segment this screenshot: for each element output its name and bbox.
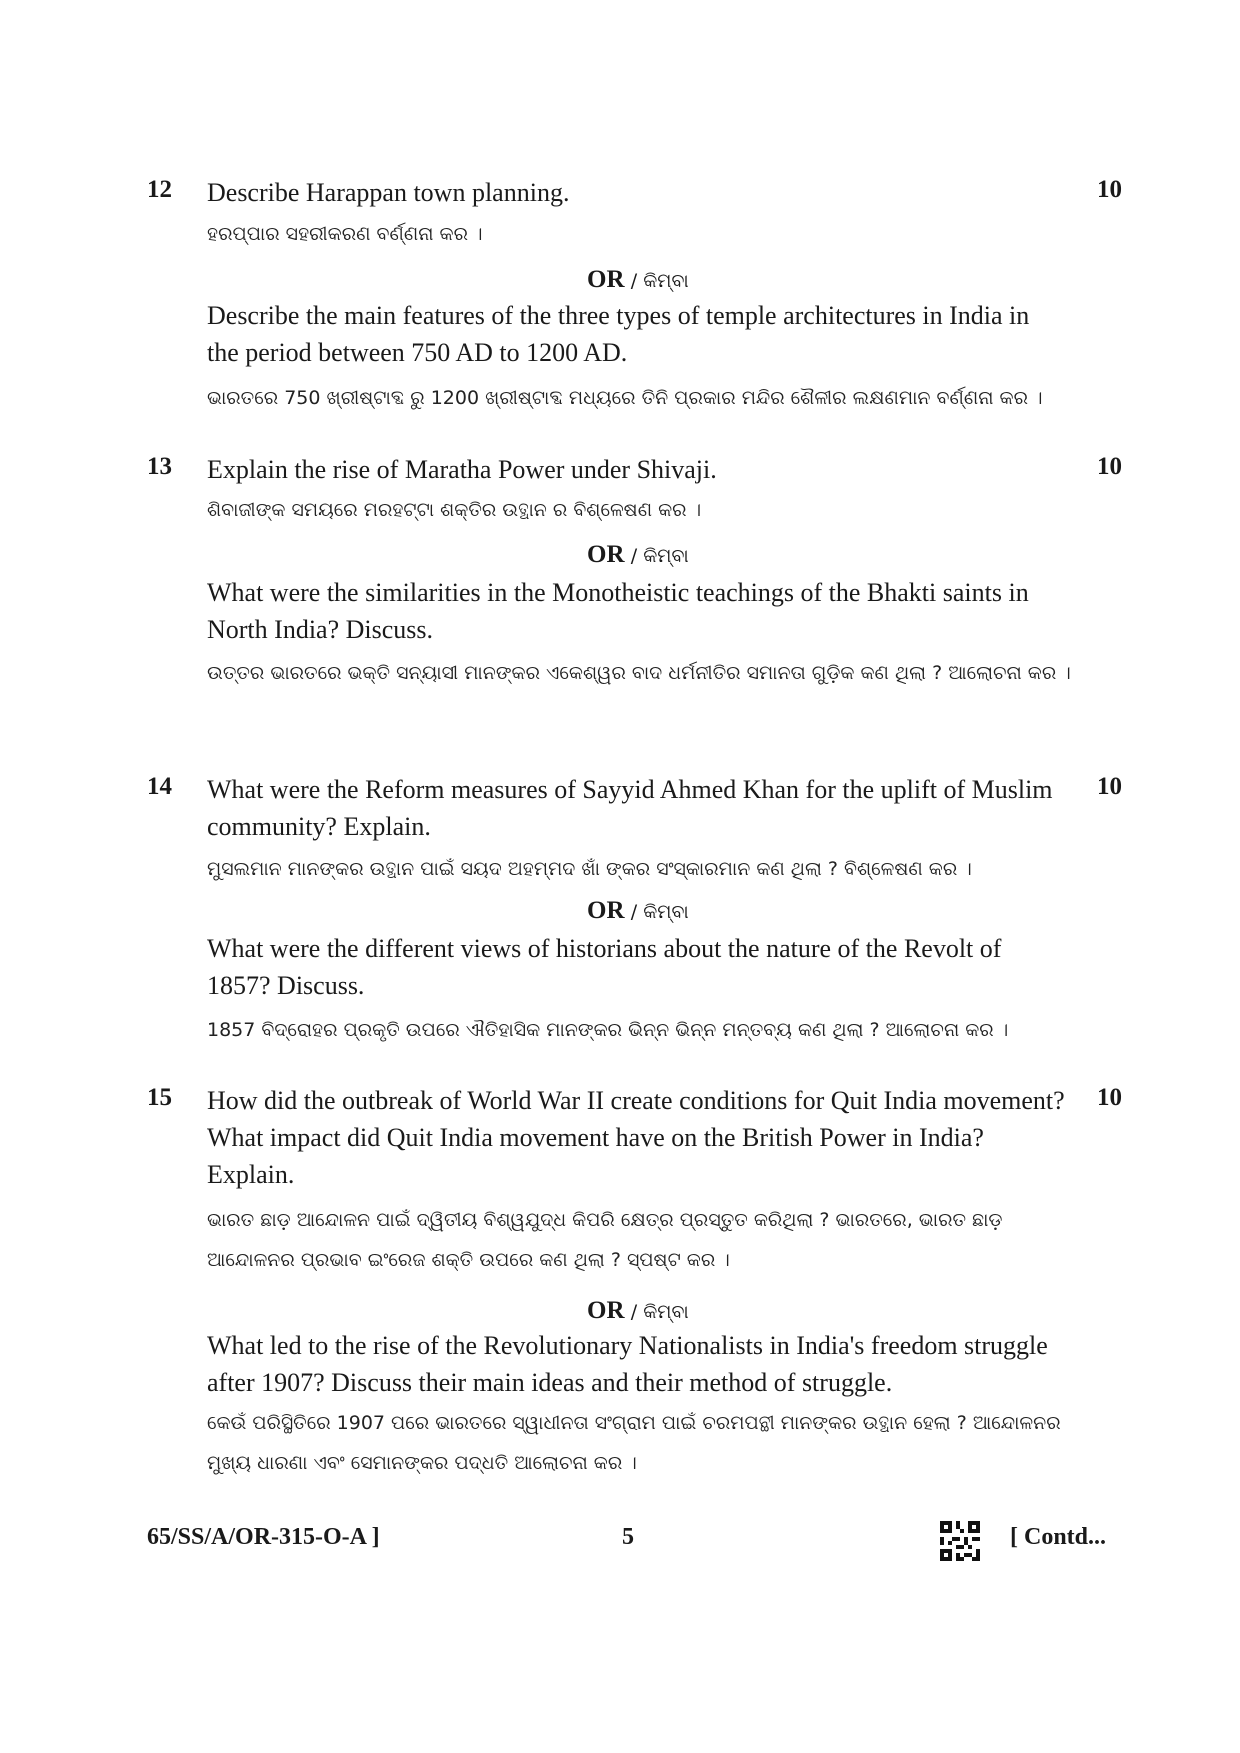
alternate-question-odia: କେଉଁ ପରିସ୍ଥିତିରେ 1907 ପରେ ଭାରତରେ ସ୍ୱାଧୀନତା ସଂଗ୍ରାମ ପାଇଁ ଚରମପନ୍ଥୀ ମାନଙ୍କର ଉତ୍ଥାନ ହେଲା ? ଆନ୍ଦୋଳନର ମୁଖ୍ୟ ଧାରଣା ଏବଂ ସେମାନଙ୍କର ପଦ୍ଧତି ଆଲୋଚନା କର । <box>207 1412 1061 1474</box>
question-marks: 10 <box>1097 453 1122 480</box>
or-separator <box>587 1297 689 1325</box>
qr-code-icon <box>940 1521 980 1561</box>
alternate-question-odia: ଭାରତରେ 750 ଖ୍ରୀଷ୍ଟାବ୍ଦ ରୁ 1200 ଖ୍ରୀଷ୍ଟାବ୍ଦ ମଧ୍ୟରେ ତିନି ପ୍ରକାର ମନ୍ଦିର ଶୈଳୀର ଲକ୍ଷଣମାନ ବର୍ଣ୍ଣନା କର । <box>207 387 1043 409</box>
alternate-question-english: What were the similarities in the Monotheistic teachings of the Bhakti saints in North India? Discuss. <box>207 578 1029 644</box>
or-label: OR <box>587 541 625 568</box>
page-number: 5 <box>622 1524 634 1550</box>
or-separator <box>587 897 689 925</box>
question-text-english: What were the Reform measures of Sayyid Ahmed Khan for the uplift of Muslim community? Explain. <box>207 775 1053 841</box>
question-text-odia: ମୁସଲମାନ ମାନଙ୍କର ଉତ୍ଥାନ ପାଇଁ ସୟଦ ଅହମ୍ମଦ ଖାଁ ଙ୍କର ସଂସ୍କାରମାନ କଣ ଥିଲା ? ବିଶ୍ଳେଷଣ କର । <box>207 858 972 880</box>
alternate-question-english: What were the different views of historians about the nature of the Revolt of 1857? Discuss. <box>207 934 1002 1000</box>
question-text-odia: ଭାରତ ଛାଡ଼ ଆନ୍ଦୋଳନ ପାଇଁ ଦ୍ୱିତୀୟ ବିଶ୍ୱଯୁଦ୍ଧ କିପରି କ୍ଷେତ୍ର ପ୍ରସ୍ତୁତ କରିଥିଲା ? ଭାରତରେ, ଭାରତ ଛାଡ଼ ଆନ୍ଦୋଳନର ପ୍ରଭାବ ଇଂରେଜ ଶକ୍ତି ଉପରେ କଣ ଥିଲା ? ସ୍ପଷ୍ଟ କର । <box>207 1209 1003 1271</box>
question-text-odia: ଶିବାଜୀଙ୍କ ସମୟରେ ମରହଟ୍ଟା ଶକ୍ତିର ଉତ୍ଥାନ ର ବିଶ୍ଳେଷଣ କର । <box>207 499 702 521</box>
or-separator <box>587 266 689 294</box>
question-text-english: Describe Harappan town planning. <box>207 178 570 207</box>
or-label: OR <box>587 266 625 293</box>
question-marks: 10 <box>1097 1084 1122 1111</box>
or-label: OR <box>587 897 625 924</box>
or-label-odia: / କିମ୍ବା <box>630 545 689 567</box>
continued-label: [ Contd... <box>1010 1524 1107 1550</box>
question-text-odia: ହରପ୍ପାର ସହରୀକରଣ ବର୍ଣ୍ଣନା କର । <box>207 223 483 245</box>
or-label-odia: / କିମ୍ବା <box>630 270 689 292</box>
question-marks: 10 <box>1097 773 1122 800</box>
question-number: 12 <box>147 176 172 203</box>
alternate-question-english: Describe the main features of the three types of temple architectures in India in the period between 750 AD to 1200 AD. <box>207 301 1030 367</box>
or-separator <box>587 541 689 569</box>
paper-code: 65/SS/A/OR-315-O-A ] <box>147 1524 380 1550</box>
or-label-odia: / କିମ୍ବା <box>630 901 689 923</box>
question-text-english: Explain the rise of Maratha Power under Shivaji. <box>207 455 717 484</box>
or-label: OR <box>587 1297 625 1324</box>
or-label-odia: / କିମ୍ବା <box>630 1301 689 1323</box>
question-text-english: How did the outbreak of World War II create conditions for Quit India movement? What impact did Quit India movement have on the British Power in India? Explain. <box>207 1086 1065 1189</box>
question-number: 13 <box>147 453 172 480</box>
question-number: 15 <box>147 1084 172 1111</box>
alternate-question-odia: 1857 ବିଦ୍ରୋହର ପ୍ରକୃତି ଉପରେ ଐତିହାସିକ ମାନଙ୍କର ଭିନ୍ନ ଭିନ୍ନ ମନ୍ତବ୍ୟ କଣ ଥିଲା ? ଆଲୋଚନା କର । <box>207 1019 1009 1041</box>
alternate-question-odia: ଉତ୍ତର ଭାରତରେ ଭକ୍ତି ସନ୍ୟାସୀ ମାନଙ୍କର ଏକେଶ୍ୱର ବାଦ ଧର୍ମନୀତିର ସମାନତା ଗୁଡ଼ିକ କଣ ଥିଲା ? ଆଲୋଚନା କର । <box>207 662 1071 684</box>
question-number: 14 <box>147 773 172 800</box>
alternate-question-english: What led to the rise of the Revolutionary Nationalists in India's freedom struggle after 1907? Discuss their main ideas and their method of struggle. <box>207 1331 1048 1397</box>
question-marks: 10 <box>1097 176 1122 203</box>
